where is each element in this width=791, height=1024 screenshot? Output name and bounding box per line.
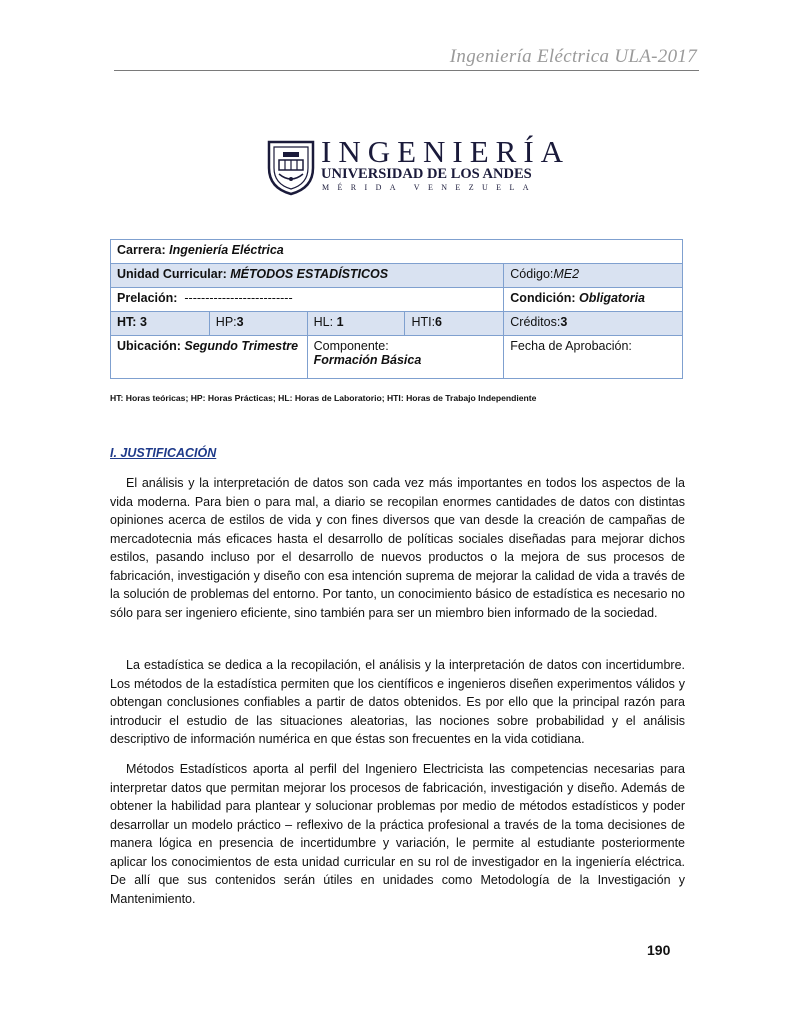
cell-hti (405, 312, 504, 336)
ubicacion-value: Segundo Trimestre (184, 339, 299, 353)
creditos-label: Créditos: (510, 315, 561, 329)
hl-label: HL: (313, 315, 334, 329)
cell-condicion (504, 288, 683, 312)
ht-label: HT: (117, 315, 137, 329)
paragraph-1: El análisis y la interpretación de datos son cada vez más importantes en todos los aspectos de la vida moderna. Para bien o para mal, a diario se recopilan enormes cantidades de datos con distintas opiniones acerca de estilos de vida y con fines diversos que van desde la creación de campañas de mercadotecnia más eficaces hasta el desarrollo de políticas sociales diseñadas para mejorar dichos estilos, pasando incluso por el desarrollo de nuevos productos o la mejora de sus procesos de fabricación, investigación y diseño con esa intención suprema de mejorar la calidad de vida a través de la solución de problemas del entorno. Por tanto, un conocimiento básico de estadística es necesario no sólo para ser ingeniero eficiente, sino también para ser un miembro bien informado de la sociedad. (110, 476, 685, 620)
cell-hl (307, 312, 405, 336)
condicion-value: Obligatoria (579, 291, 646, 305)
carrera-label: Carrera: (117, 243, 166, 257)
logo-location-text: MÉRIDA VENEZUELA (322, 183, 537, 192)
header-rule (114, 70, 699, 71)
cell-hp (209, 312, 307, 336)
table-row-carrera (111, 240, 683, 264)
cell-creditos (504, 312, 683, 336)
table-row-unidad (111, 264, 683, 288)
prelacion-label: Prelación: (117, 291, 178, 305)
componente-label: Componente: (313, 339, 389, 353)
logo-university-text: UNIVERSIDAD DE LOS ANDES (321, 166, 532, 182)
unidad-label: Unidad Curricular: (117, 267, 227, 281)
table-row-prelacion (111, 288, 683, 312)
codigo-value: ME2 (553, 267, 580, 281)
hp-label: HP: (215, 315, 237, 329)
table-row-ubicacion (111, 336, 683, 379)
cell-componente (307, 336, 504, 379)
prelacion-value: -------------------------- (184, 291, 293, 305)
creditos-value: 3 (560, 315, 568, 329)
cell-prelacion (111, 288, 504, 312)
page-number: 190 (647, 942, 671, 958)
university-logo (265, 134, 571, 196)
university-seal-icon (265, 138, 317, 196)
fecha-label: Fecha de Aprobación: (510, 339, 632, 353)
cell-fecha (504, 336, 683, 379)
section-title-justificacion: I. JUSTIFICACIÓN (110, 446, 217, 460)
hours-footnote: HT: Horas teóricas; HP: Horas Prácticas; HL: Horas de Laboratorio; HTI: Horas de Trabajo Independiente (110, 393, 537, 403)
cell-codigo (504, 264, 683, 288)
codigo-label: Código: (510, 267, 554, 281)
carrera-value: Ingeniería Eléctrica (169, 243, 284, 257)
condicion-label: Condición: (510, 291, 576, 305)
running-header-title: Ingeniería Eléctrica ULA-2017 (449, 46, 697, 67)
logo-ingenieria-text: INGENIERÍA (321, 134, 571, 169)
hp-value: 3 (236, 315, 244, 329)
ht-value: 3 (139, 315, 147, 329)
hl-value: 1 (336, 315, 344, 329)
cell-ubicacion (111, 336, 308, 379)
cell-ht (111, 312, 210, 336)
hti-value: 6 (435, 315, 442, 329)
hti-label: HTI: (411, 315, 436, 329)
course-info-table (110, 239, 683, 379)
componente-value: Formación Básica (313, 353, 422, 367)
cell-unidad (111, 264, 504, 288)
paragraph-3: Métodos Estadísticos aporta al perfil del Ingeniero Electricista las competencias necesarias para interpretar datos que permitan mejorar los procesos de fabricación, investigación y diseño. Además de obtener la habilidad para plantear y solucionar problemas por medio de métodos estadísticos y poder desarrollar un modelo práctico – reflexivo de la práctica profesional a través de la toma decisiones de manera lógica en presencia de incertidumbre y variación, le permite al estudiante posteriormente aplicar los conocimientos de esta unidad curricular en su rol de investigador en la ingeniería eléctrica. De allí que sus contenidos serán útiles en unidades como Metodología de la Investigación y Mantenimiento. (110, 762, 685, 906)
unidad-value: MÉTODOS ESTADÍSTICOS (230, 267, 389, 281)
ubicacion-label: Ubicación: (117, 339, 181, 353)
table-row-hours (111, 312, 683, 336)
paragraph-2: La estadística se dedica a la recopilación, el análisis y la interpretación de datos con incertidumbre. Los métodos de la estadística permiten que los científicos e ingenieros diseñen experimentos válidos y obtengan conclusiones confiables a partir de datos obtenidos. Es por ello que la principal razón para introducir el estudio de las situaciones aleatorias, las nociones sobre probabilidad y el análisis descriptivo de información numérica en que éstas son frecuentes en la vida cotidiana. (110, 658, 685, 746)
cell-carrera (111, 240, 683, 264)
